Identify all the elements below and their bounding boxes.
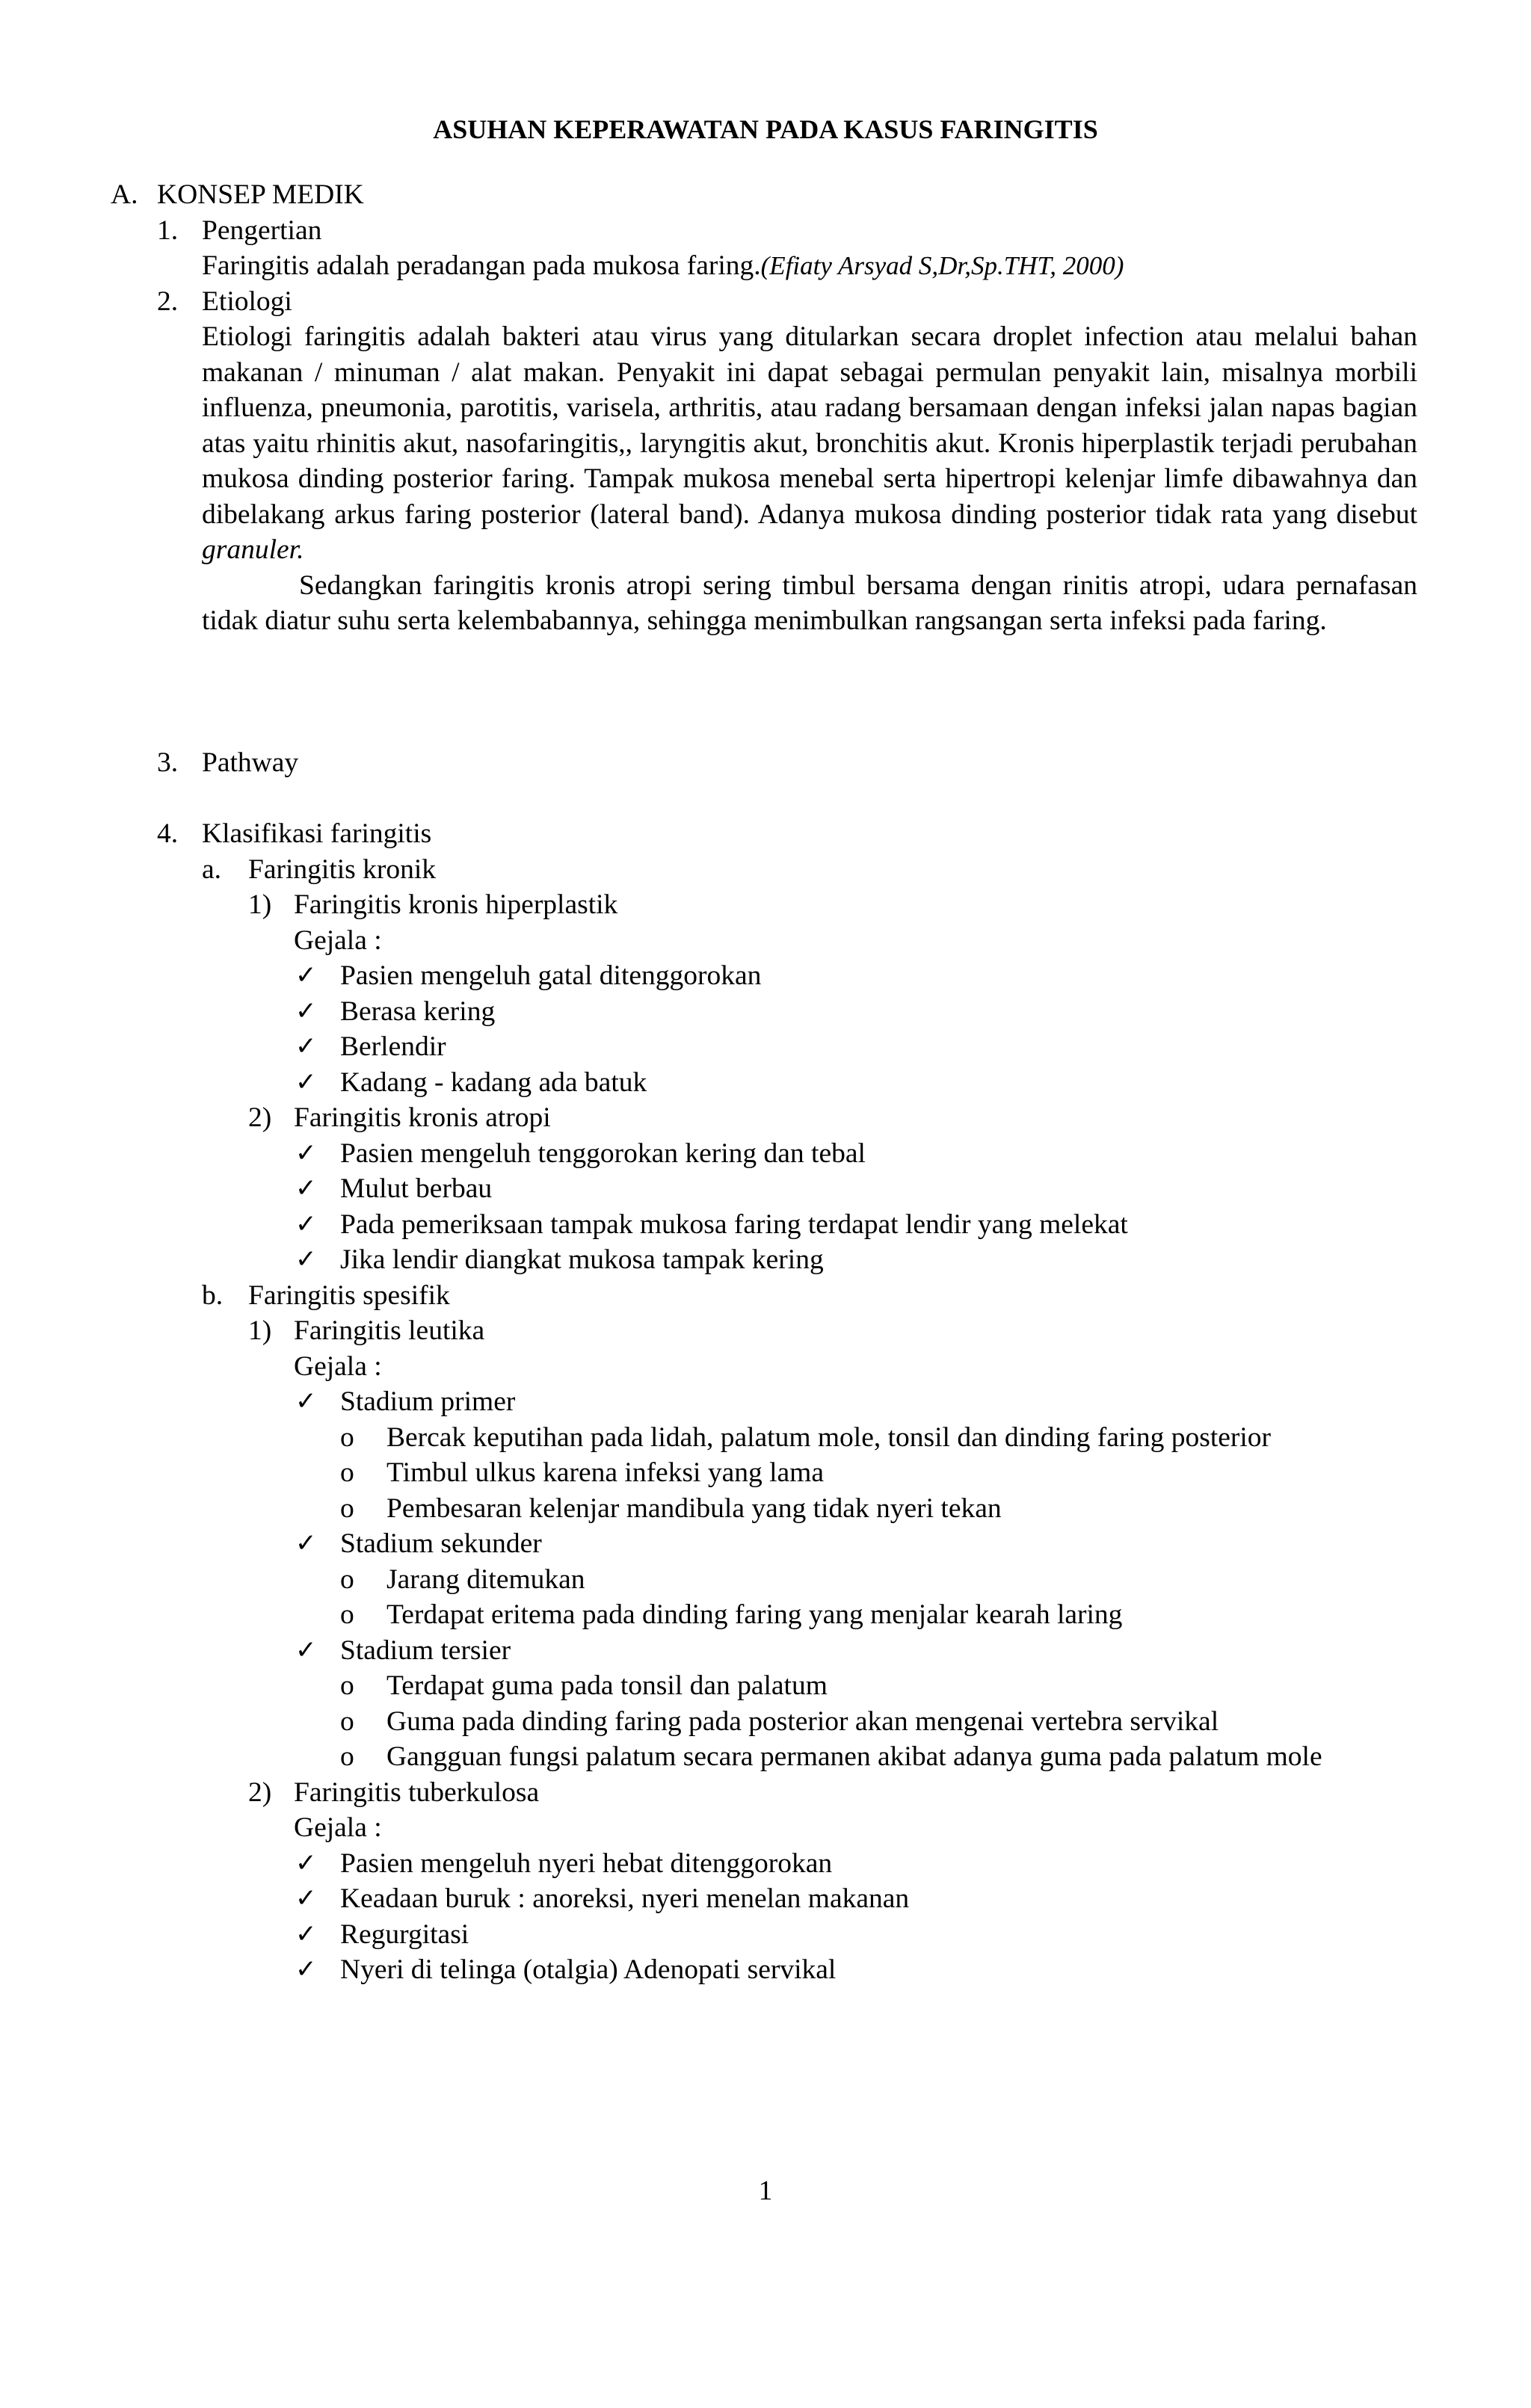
circle-bullet-icon: o bbox=[340, 1492, 354, 1524]
subsubitem-heading bbox=[0, 887, 1531, 923]
check-icon: ✓ bbox=[295, 1847, 317, 1878]
subsubitem-marker: 1) bbox=[248, 889, 272, 920]
section-title: KONSEP MEDIK bbox=[157, 179, 364, 210]
subsubitem-title: Faringitis kronis hiperplastik bbox=[294, 889, 618, 920]
symptom-item: ✓ Pada pemeriksaan tampak mukosa faring terdapat lendir yang melekat bbox=[0, 1207, 1531, 1243]
circle-bullet-icon: o bbox=[340, 1563, 354, 1595]
check-icon: ✓ bbox=[295, 1137, 317, 1168]
circle-bullet-icon: o bbox=[340, 1599, 354, 1630]
symptom-item: ✓ Pasien mengeluh gatal ditenggorokan bbox=[0, 958, 1531, 994]
gejala-label: Gejala : bbox=[294, 1350, 382, 1382]
stage-item bbox=[0, 1384, 1531, 1420]
subitem-title: Faringitis kronik bbox=[248, 853, 437, 885]
subitem-a-heading bbox=[0, 852, 1531, 888]
subsubitem-heading bbox=[0, 1313, 1531, 1349]
stage-detail: o Terdapat eritema pada dinding faring yang menjalar kearah laring bbox=[0, 1597, 1531, 1633]
subitem-b-heading bbox=[0, 1278, 1531, 1314]
stage-label: Stadium sekunder bbox=[340, 1528, 542, 1559]
section-a-heading bbox=[0, 177, 1531, 213]
etiology-block bbox=[0, 319, 1531, 710]
italic-term: granuler. bbox=[202, 534, 304, 565]
stage-detail: o Terdapat guma pada tonsil dan palatum bbox=[0, 1668, 1531, 1704]
check-icon: ✓ bbox=[295, 960, 317, 990]
subsubitem-marker: 2) bbox=[248, 1776, 272, 1808]
page-number: 1 bbox=[758, 2176, 773, 2206]
subsubitem-heading bbox=[0, 1775, 1531, 1811]
symptom-item: ✓ Mulut berbau bbox=[0, 1171, 1531, 1207]
item-1-heading bbox=[0, 213, 1531, 249]
subitem-marker: a. bbox=[202, 853, 222, 885]
circle-bullet-icon: o bbox=[340, 1421, 354, 1453]
stage-detail: o Gangguan fungsi palatum secara permanen akibat adanya guma pada palatum mole bbox=[0, 1739, 1531, 1775]
symptom-item: ✓ Berlendir bbox=[0, 1029, 1531, 1065]
item-marker: 2. bbox=[157, 285, 179, 317]
check-icon: ✓ bbox=[295, 1031, 317, 1061]
citation: (Efiaty Arsyad S,Dr,Sp.THT, 2000) bbox=[760, 251, 1124, 280]
subsubitem-heading bbox=[0, 1100, 1531, 1136]
stage-item bbox=[0, 1633, 1531, 1669]
item-4-heading bbox=[0, 816, 1531, 852]
symptom-item: ✓ Keadaan buruk : anoreksi, nyeri menelan makanan bbox=[0, 1881, 1531, 1917]
symptom-item: ✓ Nyeri di telinga (otalgia) Adenopati servikal bbox=[0, 1952, 1531, 1988]
check-icon: ✓ bbox=[295, 1918, 317, 1949]
check-icon: ✓ bbox=[295, 1173, 317, 1203]
stage-label: Stadium primer bbox=[340, 1386, 516, 1417]
etiology-paragraph-2: Sedangkan faringitis kronis atropi sering timbul bersama dengan rinitis atropi, udara pernafasan tidak diatur suhu serta kelembabannya, sehingga menimbulkan rangsangan serta infeksi pada faring. bbox=[202, 569, 1417, 636]
check-icon: ✓ bbox=[295, 1066, 317, 1097]
circle-bullet-icon: o bbox=[340, 1670, 354, 1701]
circle-bullet-icon: o bbox=[340, 1705, 354, 1737]
stage-detail: o Bercak keputihan pada lidah, palatum mole, tonsil dan dinding faring posterior bbox=[0, 1420, 1531, 1456]
etiology-paragraph-1: Etiologi faringitis adalah bakteri atau virus yang ditularkan secara droplet infection atau melalui bahan makanan / minuman / alat makan. Penyakit ini dapat sebagai permulan penyakit lain, misalnya morbili influenza, pneumonia, parotitis, varisela, arthritis, atau radang bersamaan dengan infeksi jalan napas bagian atas yaitu rhinitis akut, nasofaringitis,, laryngitis akut, bronchitis akut. Kronis hiperplastik terjadi perubahan mukosa dinding posterior faring. Tampak mukosa menebal serta hipertropi kelenjar limfe dibawahnya dan dibelakang arkus faring posterior (lateral band). Adanya mukosa dinding posterior tidak rata yang disebut granuler. bbox=[202, 321, 1417, 565]
subitem-marker: b. bbox=[202, 1279, 224, 1311]
item-title: Pengertian bbox=[202, 214, 322, 246]
symptom-item: ✓ Regurgitasi bbox=[0, 1917, 1531, 1953]
stage-detail: o Guma pada dinding faring pada posterior akan mengenai vertebra servikal bbox=[0, 1704, 1531, 1740]
subsubitem-title: Faringitis leutika bbox=[294, 1315, 485, 1346]
subitem-title: Faringitis spesifik bbox=[248, 1279, 450, 1311]
check-icon: ✓ bbox=[295, 1244, 317, 1274]
item-marker: 3. bbox=[157, 747, 179, 778]
subsubitem-marker: 2) bbox=[248, 1102, 272, 1133]
section-marker: A. bbox=[111, 179, 138, 210]
stage-detail: o Timbul ulkus karena infeksi yang lama bbox=[0, 1455, 1531, 1491]
check-icon: ✓ bbox=[295, 995, 317, 1026]
item-marker: 4. bbox=[157, 818, 179, 849]
item-3-heading bbox=[0, 745, 1531, 781]
item-title: Pathway bbox=[202, 747, 299, 778]
stage-item bbox=[0, 1526, 1531, 1562]
item-2-heading bbox=[0, 284, 1531, 320]
subsubitem-marker: 1) bbox=[248, 1315, 272, 1346]
check-icon: ✓ bbox=[295, 1528, 317, 1558]
symptom-item: ✓ Pasien mengeluh tenggorokan kering dan tebal bbox=[0, 1136, 1531, 1172]
document-title: ASUHAN KEPERAWATAN PADA KASUS FARINGITIS bbox=[433, 114, 1098, 144]
circle-bullet-icon: o bbox=[340, 1741, 354, 1772]
check-icon: ✓ bbox=[295, 1386, 317, 1416]
symptom-item: ✓ Jika lendir diangkat mukosa tampak kering bbox=[0, 1242, 1531, 1278]
item-marker: 1. bbox=[157, 214, 179, 246]
gejala-label: Gejala : bbox=[294, 1812, 382, 1843]
etiology-paragraphs bbox=[202, 319, 1417, 639]
item-title: Etiologi bbox=[202, 285, 292, 317]
check-icon: ✓ bbox=[295, 1634, 317, 1665]
item-title: Klasifikasi faringitis bbox=[202, 818, 432, 849]
subsubitem-title: Faringitis tuberkulosa bbox=[294, 1776, 540, 1808]
circle-bullet-icon: o bbox=[340, 1457, 354, 1488]
stage-label: Stadium tersier bbox=[340, 1634, 511, 1666]
gejala-label: Gejala : bbox=[294, 924, 382, 956]
document-content bbox=[0, 177, 1531, 1988]
check-icon: ✓ bbox=[295, 1883, 317, 1913]
subsubitem-title: Faringitis kronis atropi bbox=[294, 1102, 551, 1133]
stage-detail: o Jarang ditemukan bbox=[0, 1562, 1531, 1598]
symptom-item: ✓ Pasien mengeluh nyeri hebat ditenggorokan bbox=[0, 1846, 1531, 1882]
definition-text bbox=[0, 248, 1531, 284]
stage-detail: o Pembesaran kelenjar mandibula yang tidak nyeri tekan bbox=[0, 1491, 1531, 1527]
definition-sentence: Faringitis adalah peradangan pada mukosa faring. bbox=[202, 250, 761, 281]
symptom-item: ✓ Berasa kering bbox=[0, 994, 1531, 1030]
check-icon: ✓ bbox=[295, 1208, 317, 1239]
symptom-item: ✓ Kadang - kadang ada batuk bbox=[0, 1065, 1531, 1101]
check-icon: ✓ bbox=[295, 1954, 317, 1984]
